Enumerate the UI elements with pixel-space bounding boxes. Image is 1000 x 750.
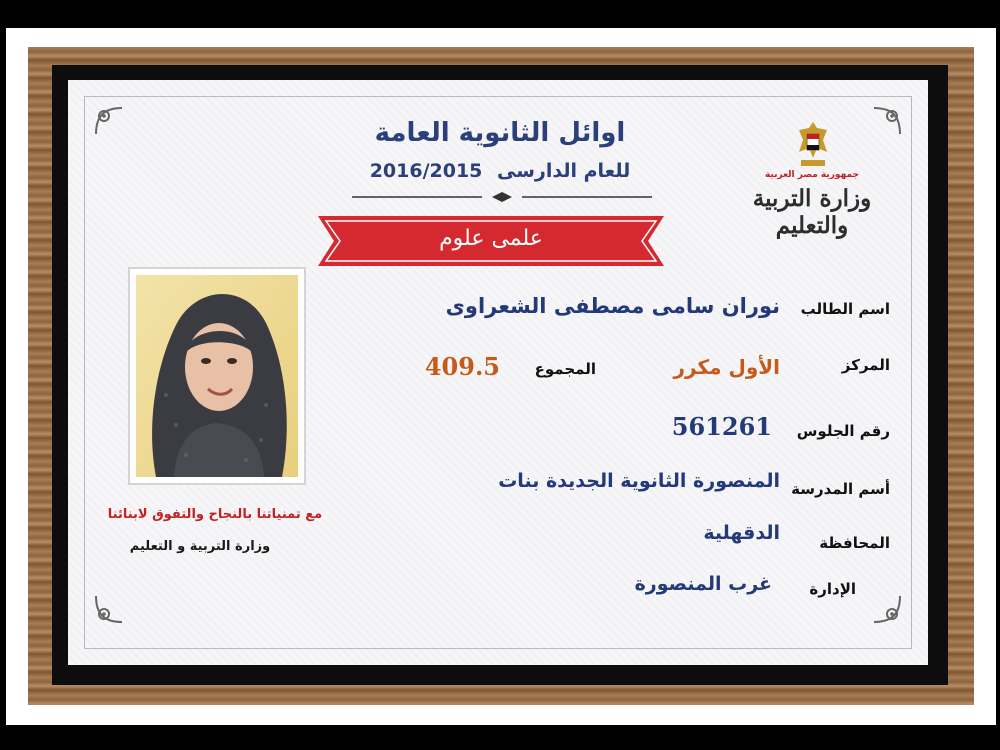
student-photo bbox=[136, 275, 298, 477]
student-name-value: نوران سامى مصطفى الشعراوى bbox=[445, 294, 780, 318]
total-label: المجموع bbox=[534, 360, 596, 378]
total-value: 409.5 bbox=[424, 352, 500, 381]
corner-ornament-icon bbox=[866, 588, 904, 626]
school-value: المنصورة الثانوية الجديدة بنات bbox=[498, 470, 780, 492]
certificate-title: اوائل الثانوية العامة bbox=[374, 118, 626, 148]
year-value: 2016/2015 bbox=[369, 160, 483, 182]
administration-value: غرب المنصورة bbox=[634, 573, 772, 595]
student-photo-frame bbox=[128, 267, 306, 485]
title-divider bbox=[352, 192, 652, 202]
governorate-label: المحافظة bbox=[819, 534, 890, 552]
governorate-value: الدقهلية bbox=[703, 522, 780, 544]
ministry-logo: وزارة التربية والتعليم bbox=[752, 185, 872, 239]
wish-signature: وزارة التربية و التعليم bbox=[129, 539, 271, 554]
seat-number-label: رقم الجلوس bbox=[796, 422, 890, 440]
republic-label: جمهورية مصر العربية bbox=[764, 170, 860, 180]
wish-text: مع تمنياتنا بالنجاح والتفوق لابنائنا bbox=[107, 507, 323, 522]
track-label: علمى علوم bbox=[439, 226, 543, 251]
corner-ornament-icon bbox=[92, 588, 130, 626]
rank-value: الأول مكرر bbox=[673, 355, 780, 379]
rank-label: المركز bbox=[841, 356, 890, 374]
year-prefix: للعام الدارسى bbox=[497, 160, 631, 182]
corner-ornament-icon bbox=[866, 104, 904, 142]
student-name-label: اسم الطالب bbox=[800, 300, 890, 318]
corner-ornament-icon bbox=[92, 104, 130, 142]
eagle-emblem-icon bbox=[793, 118, 833, 170]
seat-number-value: 561261 bbox=[671, 412, 772, 441]
school-label: أسم المدرسة bbox=[791, 480, 890, 498]
academic-year bbox=[320, 160, 680, 182]
administration-label: الإدارة bbox=[809, 580, 856, 598]
track-banner bbox=[318, 212, 664, 270]
